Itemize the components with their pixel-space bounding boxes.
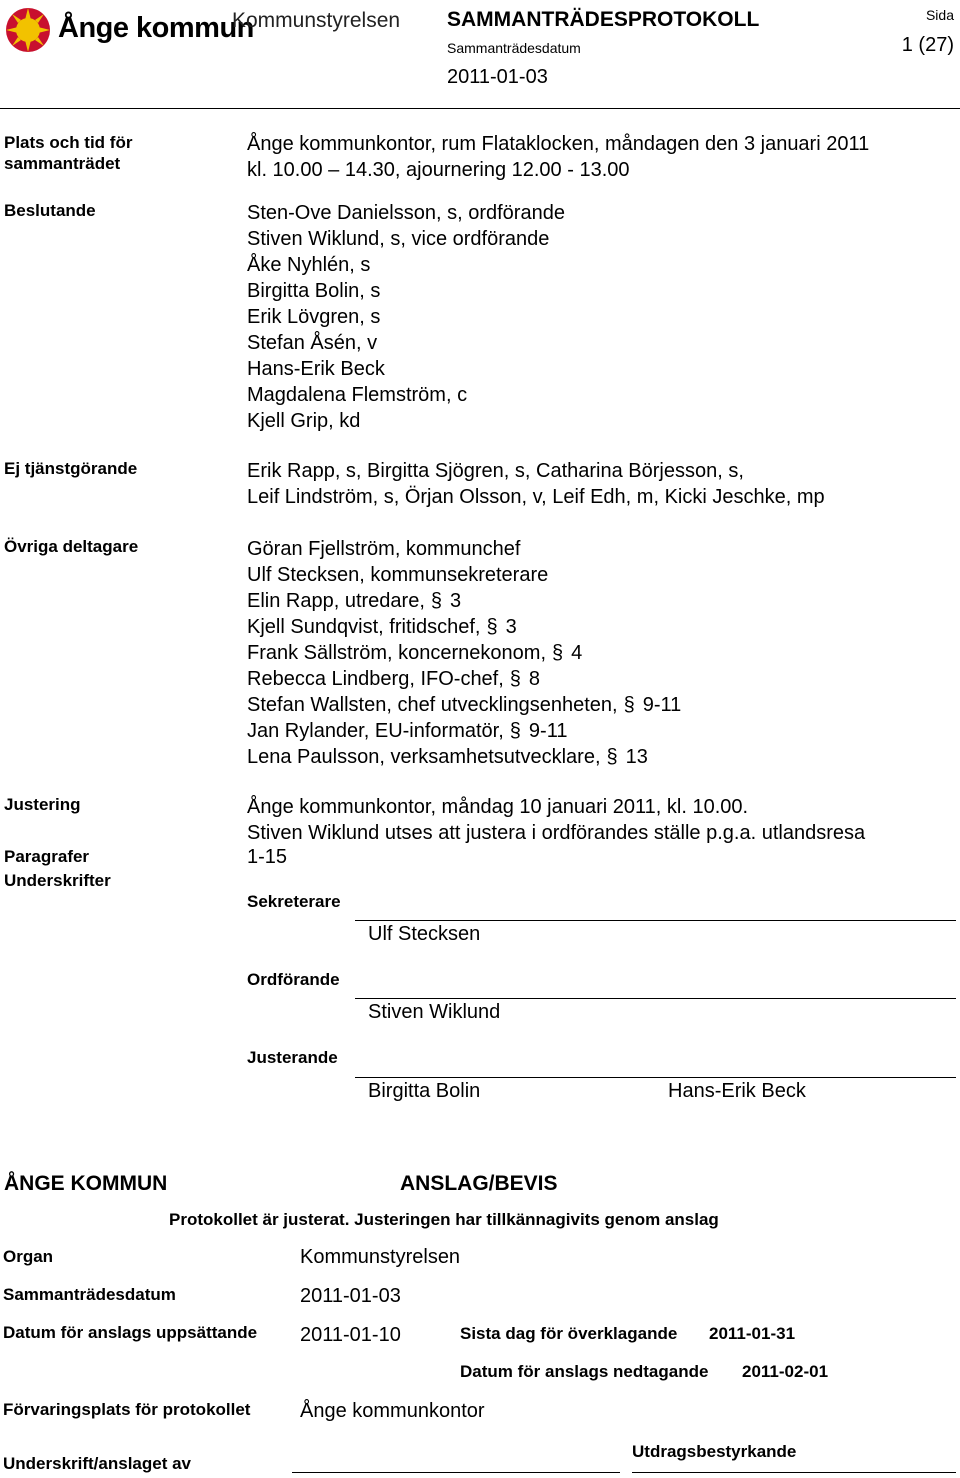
section-sign-icon: § <box>486 616 498 638</box>
participant-paragraphs: 13 <box>625 746 648 768</box>
nonserving-members-list <box>247 458 825 510</box>
meeting-date: 2011-01-03 <box>447 66 548 88</box>
deciding-member: Stiven Wiklund, s, vice ordförande <box>247 228 550 250</box>
notice-meeting-date: 2011-01-03 <box>300 1285 401 1307</box>
appeal-deadline: 2011-01-31 <box>709 1324 796 1343</box>
participant-paragraphs: 4 <box>571 642 583 664</box>
chair-name: Stiven Wiklund <box>368 1001 501 1023</box>
removal-date: 2011-02-01 <box>742 1362 829 1381</box>
participant-paragraphs: 8 <box>528 668 541 690</box>
signed-by-line <box>292 1472 620 1473</box>
deciding-member: Kjell Grip, kd <box>247 410 361 432</box>
notice-organization: ÅNGE KOMMUN <box>4 1172 168 1195</box>
deciding-member: Åke Nyhlén, s <box>247 254 371 276</box>
signed-by-label: Underskrift/anslaget av <box>3 1454 192 1473</box>
secretary-name: Ulf Stecksen <box>368 923 481 945</box>
posted-date: 2011-01-10 <box>300 1324 401 1346</box>
nonserving-label: Ej tjänstgörande <box>4 459 138 478</box>
participant-text: Jan Rylander, EU-informatör, <box>247 720 504 742</box>
board-name: Kommunstyrelsen <box>232 9 401 32</box>
page-label: Sida <box>925 7 954 23</box>
document-type: SAMMANTRÄDESPROTOKOLL <box>447 8 760 31</box>
appeal-deadline-label: Sista dag för överklagande <box>460 1324 678 1343</box>
participant-text: Ulf Stecksen, kommunsekreterare <box>247 564 549 586</box>
participant-paragraphs: 9-11 <box>642 694 682 716</box>
adjust-label: Justering <box>4 795 81 814</box>
organ-label: Organ <box>3 1247 54 1266</box>
participant-text: Rebecca Lindberg, IFO-chef, <box>247 668 504 690</box>
participant-paragraphs: 9-11 <box>528 720 568 742</box>
adjustment-details: Ånge kommunkontor, måndag 10 januari 2011, kl. 10.00. Stiven Wiklund utses att justera i ordförandes ställe p.g.a. utlandsresa <box>247 796 866 844</box>
section-sign-icon: § <box>623 694 635 716</box>
paragraphs-label: Paragrafer <box>4 847 90 866</box>
participant-paragraphs: 3 <box>505 616 517 638</box>
deciding-member: Erik Lövgren, s <box>247 306 381 328</box>
deciding-member: Sten-Ove Danielsson, s, ordförande <box>247 202 565 224</box>
secretary-label: Sekreterare <box>247 892 341 911</box>
deciding-member: Hans-Erik Beck <box>247 358 385 380</box>
participant-text: Frank Sällström, koncernekonom, <box>247 642 547 664</box>
other-participants-list <box>247 536 681 770</box>
nonserving-line: Erik Rapp, s, Birgitta Sjögren, s, Catharina Börjesson, s, <box>247 460 744 482</box>
deciding-label: Beslutande <box>4 201 96 220</box>
storage-label: Förvaringsplats för protokollet <box>3 1400 251 1419</box>
chair-signature-line <box>355 998 956 999</box>
nonserving-line: Leif Lindström, s, Örjan Olsson, v, Leif Edh, m, Kicki Jeschke, mp <box>247 486 825 508</box>
participant-text: Göran Fjellström, kommunchef <box>247 538 521 560</box>
page-number: 1 (27) <box>901 34 954 56</box>
participant-row <box>247 666 681 692</box>
participant-text: Kjell Sundqvist, fritidschef, <box>247 616 481 638</box>
header-divider <box>0 108 960 109</box>
organ-value: Kommunstyrelsen <box>300 1246 461 1268</box>
section-sign-icon: § <box>430 590 443 612</box>
deciding-member: Magdalena Flemström, c <box>247 384 468 406</box>
participant-text: Elin Rapp, utredare, <box>247 590 425 612</box>
participant-row <box>247 562 681 588</box>
municipality-logo <box>4 6 52 59</box>
section-sign-icon: § <box>509 720 521 742</box>
section-sign-icon: § <box>552 642 564 664</box>
adjusters-signature-line <box>355 1077 956 1078</box>
place-and-time: Ånge kommunkontor, rum Flataklocken, måndagen den 3 januari 2011 kl. 10.00 – 14.30, ajournering 12.00 - 13.00 <box>247 133 870 181</box>
participant-row <box>247 588 681 614</box>
deciding-members-list <box>247 200 565 434</box>
participant-row <box>247 536 681 562</box>
participant-row <box>247 640 681 666</box>
deciding-member: Birgitta Bolin, s <box>247 280 381 302</box>
participant-row <box>247 718 681 744</box>
paragraph-range: 1-15 <box>247 846 288 868</box>
adjusters-label: Justerande <box>247 1048 338 1067</box>
meeting-date-label: Sammanträdesdatum <box>447 40 581 56</box>
participant-row <box>247 614 681 640</box>
posted-date-label: Datum för anslags uppsättande <box>3 1323 258 1342</box>
adjuster-2-name: Hans-Erik Beck <box>668 1080 806 1102</box>
others-label: Övriga deltagare <box>4 537 139 556</box>
storage-value: Ånge kommunkontor <box>300 1400 485 1422</box>
place-label: Plats och tid för sammanträdet <box>4 133 133 173</box>
municipality-emblem-icon <box>4 6 52 54</box>
notice-statement: Protokollet är justerat. Justeringen har tillkännagivits genom anslag <box>169 1210 719 1229</box>
notice-meeting-date-label: Sammanträdesdatum <box>3 1285 176 1304</box>
signatures-label: Underskrifter <box>4 871 111 890</box>
participant-text: Lena Paulsson, verksamhetsutvecklare, <box>247 746 601 768</box>
participant-row <box>247 744 681 770</box>
removal-date-label: Datum för anslags nedtagande <box>460 1362 709 1381</box>
participant-paragraphs: 3 <box>450 590 462 612</box>
chair-label: Ordförande <box>247 970 340 989</box>
extract-certification-label: Utdragsbestyrkande <box>632 1442 797 1461</box>
secretary-signature-line <box>355 920 956 921</box>
logo-text: Ånge kommun <box>58 12 254 44</box>
notice-title: ANSLAG/BEVIS <box>400 1172 558 1195</box>
participant-row <box>247 692 681 718</box>
adjuster-1-name: Birgitta Bolin <box>368 1080 481 1102</box>
extract-certification-line <box>632 1472 956 1473</box>
section-sign-icon: § <box>606 746 618 768</box>
section-sign-icon: § <box>509 668 521 690</box>
participant-text: Stefan Wallsten, chef utvecklingsenheten, <box>247 694 618 716</box>
deciding-member: Stefan Åsén, v <box>247 332 378 354</box>
